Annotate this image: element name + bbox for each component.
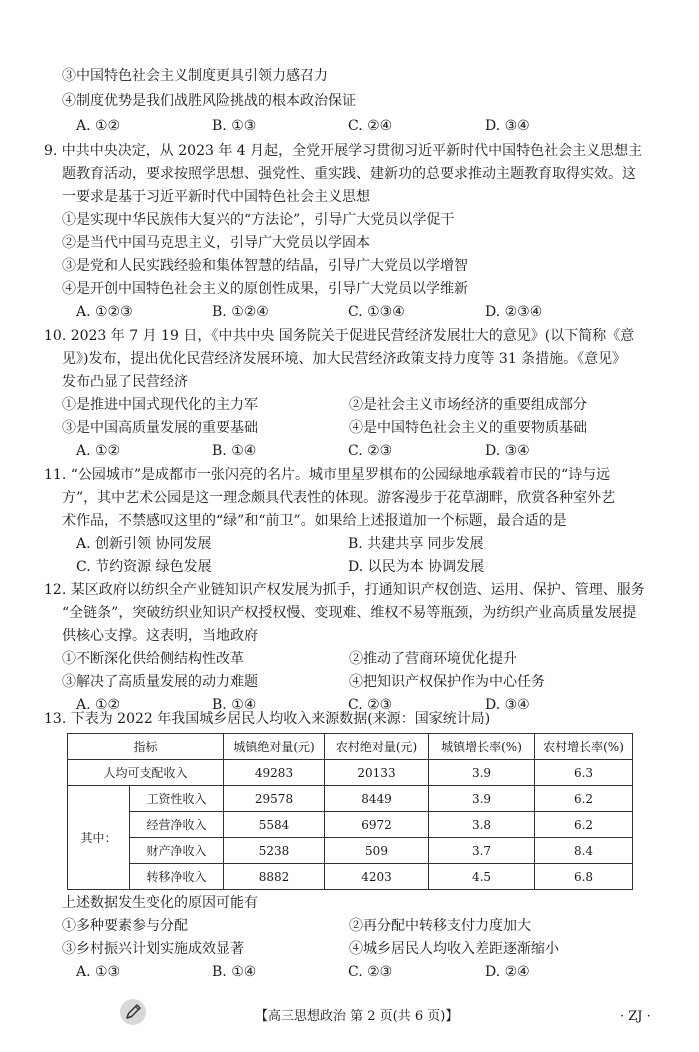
q13-option-b[interactable]: B. ①④ bbox=[212, 964, 257, 980]
q13-option-a[interactable]: A. ①③ bbox=[76, 964, 121, 980]
q10-option-c[interactable]: C. ②③ bbox=[348, 443, 393, 459]
q13-item-1: ①多种要素参与分配 bbox=[62, 918, 188, 934]
pencil-icon bbox=[118, 998, 148, 1026]
q9-item-3: ③是党和人民实践经验和集体智慧的结晶，引导广大党员以学增智 bbox=[62, 258, 468, 274]
q10-options bbox=[76, 441, 676, 461]
q8-option-a[interactable]: A. ①② bbox=[76, 118, 121, 134]
q10-item-4: ④是中国特色社会主义的重要物质基础 bbox=[349, 420, 587, 436]
q13-stem: 13. 下表为 2022 年我国城乡居民人均收入来源数据(来源：国家统计局) bbox=[44, 711, 491, 727]
q12-items-row-2 bbox=[62, 672, 662, 692]
table-cell: 经营净收入 bbox=[130, 812, 224, 838]
table-cell: 3.8 bbox=[429, 812, 535, 838]
q13-items-row-1 bbox=[62, 916, 662, 936]
q11-option-c[interactable]: C. 节约资源 绿色发展 bbox=[76, 559, 212, 575]
table-group-label: 其中： bbox=[68, 786, 130, 890]
q12-item-2: ②推动了营商环境优化提升 bbox=[349, 651, 517, 667]
table-cell: 6.3 bbox=[535, 760, 633, 786]
q8-option-d[interactable]: D. ③④ bbox=[485, 118, 530, 134]
q13-option-d[interactable]: D. ②④ bbox=[485, 964, 530, 980]
table-cell: 8882 bbox=[224, 864, 325, 890]
table-cell: 人均可支配收入 bbox=[68, 760, 224, 786]
table-cell: 6.8 bbox=[535, 864, 633, 890]
table-row bbox=[68, 864, 633, 890]
q11-options-row-1 bbox=[76, 534, 676, 554]
q8-item-4: ④制度优势是我们战胜风险挑战的根本政治保证 bbox=[62, 93, 356, 109]
q12-option-a[interactable]: A. ①② bbox=[76, 697, 121, 713]
q9-options bbox=[76, 302, 676, 322]
table-row bbox=[68, 838, 633, 864]
q9-option-a[interactable]: A. ①②③ bbox=[76, 304, 133, 320]
table-header-cell: 农村绝对量(元) bbox=[325, 734, 429, 760]
income-table bbox=[67, 733, 633, 890]
q9-item-1: ①是实现中华民族伟大复兴的“方法论”，引导广大党员以学促干 bbox=[62, 212, 455, 228]
table-cell: 5238 bbox=[224, 838, 325, 864]
q9-stem-line-1: 9. 中共中央决定，从 2023 年 4 月起，全党开展学习贯彻习近平新时代中国特色社会主义思想主 bbox=[44, 143, 643, 159]
q13-item-2: ②再分配中转移支付力度加大 bbox=[349, 918, 531, 934]
q8-item-3: ③中国特色社会主义制度更具引领力感召力 bbox=[62, 68, 328, 84]
q10-option-d[interactable]: D. ③④ bbox=[485, 443, 530, 459]
q10-items-row-1 bbox=[62, 395, 662, 415]
q9-stem-line-2: 题教育活动，要求按照学思想、强党性、重实践、建新功的总要求推动主题教育取得实效。这 bbox=[62, 166, 636, 182]
q8-options bbox=[76, 116, 676, 136]
table-cell: 5584 bbox=[224, 812, 325, 838]
table-cell: 工资性收入 bbox=[130, 786, 224, 812]
income-table-wrapper bbox=[67, 733, 633, 890]
table-header-cell: 农村增长率(%) bbox=[535, 734, 633, 760]
q13-item-3: ③乡村振兴计划实施成效显著 bbox=[62, 941, 244, 957]
table-cell: 4.5 bbox=[429, 864, 535, 890]
q10-item-2: ②是社会主义市场经济的重要组成部分 bbox=[349, 397, 587, 413]
q12-items-row-1 bbox=[62, 649, 662, 669]
q13-options bbox=[76, 962, 676, 982]
q9-option-d[interactable]: D. ②③④ bbox=[485, 304, 543, 320]
q9-option-b[interactable]: B. ①②④ bbox=[212, 304, 269, 320]
q13-after-table: 上述数据发生变化的原因可能有 bbox=[62, 895, 258, 911]
q12-item-4: ④把知识产权保护作为中心任务 bbox=[349, 674, 545, 690]
table-cell: 49283 bbox=[224, 760, 325, 786]
q10-stem-line-2: 见》)发布，提出优化民营经济发展环境、加大民营经济政策支持力度等 31 条措施。《意见》 bbox=[62, 351, 627, 367]
page-footer-info: 【高三思想政治 第 2 页(共 6 页)】 bbox=[255, 1009, 459, 1024]
q10-stem-line-3: 发布凸显了民营经济 bbox=[62, 374, 188, 390]
q12-stem-line-2: “全链条”，突破纺织业知识产权授权慢、变现难、维权不易等瓶颈，为纺织产业高质量发展提 bbox=[62, 605, 637, 621]
q10-item-3: ③是中国高质量发展的重要基础 bbox=[62, 420, 258, 436]
q12-option-b[interactable]: B. ①④ bbox=[212, 697, 257, 713]
q12-item-3: ③解决了高质量发展的动力难题 bbox=[62, 674, 258, 690]
table-header-row bbox=[68, 734, 633, 760]
q8-option-b[interactable]: B. ①③ bbox=[212, 118, 257, 134]
q11-options-row-2 bbox=[76, 557, 676, 577]
q9-option-c[interactable]: C. ①③④ bbox=[348, 304, 405, 320]
table-cell: 4203 bbox=[325, 864, 429, 890]
q12-option-d[interactable]: D. ③④ bbox=[485, 697, 530, 713]
q9-stem-line-3: 一要求是基于习近平新时代中国特色社会主义思想 bbox=[62, 189, 370, 205]
table-row bbox=[68, 812, 633, 838]
table-header-cell: 指标 bbox=[68, 734, 224, 760]
q8-option-c[interactable]: C. ②④ bbox=[348, 118, 393, 134]
q11-stem-line-3: 术作品，不禁感叹这里的“绿”和“前卫”。如果给上述报道加一个标题，最合适的是 bbox=[62, 513, 567, 529]
table-cell: 转移净收入 bbox=[130, 864, 224, 890]
q11-stem-line-1: 11. “公园城市”是成都市一张闪亮的名片。城市里星罗棋布的公园绿地承载着市民的“诗与远 bbox=[44, 467, 611, 483]
table-cell: 8449 bbox=[325, 786, 429, 812]
q9-item-4: ④是开创中国特色社会主义的原创性成果，引导广大党员以学维新 bbox=[62, 281, 468, 297]
q11-stem-line-2: 方”，其中艺术公园是这一理念颇具代表性的体现。游客漫步于花草湖畔，欣赏各种室外艺 bbox=[62, 490, 616, 506]
q13-item-4: ④城乡居民人均收入差距逐渐缩小 bbox=[349, 941, 559, 957]
q10-item-1: ①是推进中国式现代化的主力军 bbox=[62, 397, 258, 413]
q10-option-b[interactable]: B. ①④ bbox=[212, 443, 257, 459]
q10-option-a[interactable]: A. ①② bbox=[76, 443, 121, 459]
q9-item-2: ②是当代中国马克思主义，引导广大党员以学固本 bbox=[62, 235, 370, 251]
table-cell: 509 bbox=[325, 838, 429, 864]
table-cell: 6972 bbox=[325, 812, 429, 838]
q10-items-row-2 bbox=[62, 418, 662, 438]
table-row bbox=[68, 786, 633, 812]
table-cell: 3.7 bbox=[429, 838, 535, 864]
q11-option-a[interactable]: A. 创新引领 协同发展 bbox=[76, 536, 212, 552]
table-cell: 8.4 bbox=[535, 838, 633, 864]
table-cell: 3.9 bbox=[429, 786, 535, 812]
q12-stem-line-3: 供核心支撑。这表明，当地政府 bbox=[62, 628, 258, 644]
page-footer-code: · ZJ · bbox=[620, 1009, 651, 1024]
table-header-cell: 城镇绝对量(元) bbox=[224, 734, 325, 760]
q12-option-c[interactable]: C. ②③ bbox=[348, 697, 393, 713]
q10-stem-line-1: 10. 2023 年 7 月 19 日，《中共中央 国务院关于促进民营经济发展壮大的意见》(以下简称《意 bbox=[44, 328, 635, 344]
q12-item-1: ①不断深化供给侧结构性改革 bbox=[62, 651, 244, 667]
q11-option-d[interactable]: D. 以民为本 协调发展 bbox=[348, 559, 485, 575]
table-header-cell: 城镇增长率(%) bbox=[429, 734, 535, 760]
table-cell: 6.2 bbox=[535, 786, 633, 812]
table-cell: 财产净收入 bbox=[130, 838, 224, 864]
q12-stem-line-1: 12. 某区政府以纺织全产业链知识产权发展为抓手，打通知识产权创造、运用、保护、管理、服务 bbox=[44, 582, 645, 598]
table-cell: 20133 bbox=[325, 760, 429, 786]
q13-items-row-2 bbox=[62, 939, 662, 959]
q13-option-c[interactable]: C. ②③ bbox=[348, 964, 393, 980]
table-cell: 3.9 bbox=[429, 760, 535, 786]
table-row bbox=[68, 760, 633, 786]
q11-option-b[interactable]: B. 共建共享 同步发展 bbox=[348, 536, 484, 552]
table-cell: 29578 bbox=[224, 786, 325, 812]
table-cell: 6.2 bbox=[535, 812, 633, 838]
